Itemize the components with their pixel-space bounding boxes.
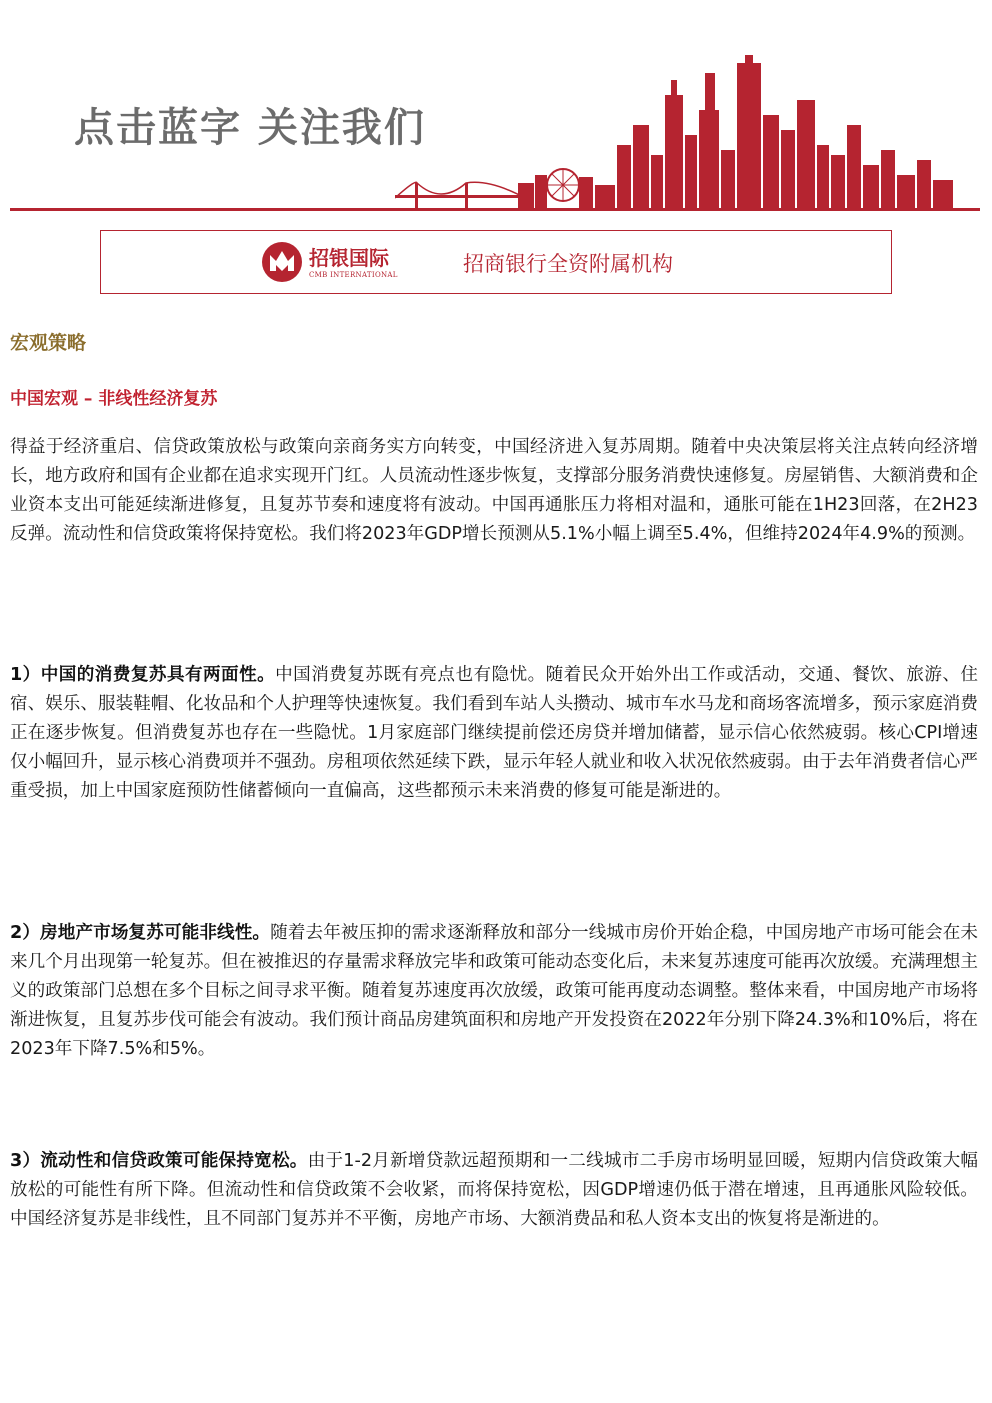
logo-chinese-name: 招银国际	[309, 246, 389, 270]
header-divider	[10, 208, 980, 211]
paragraph-lead: 3）流动性和信贷政策可能保持宽松。	[10, 1151, 308, 1171]
paragraph-text: 由于1-2月新增贷款远超预期和一二线城市二手房市场明显回暖，短期内信贷政策大幅放松的可能性有所下降。但流动性和信贷政策不会收紧，而将保持宽松，因GDP增速仍低于潜在增速，且再通胀风险较低。中国经济复苏是非线性，且不同部门复苏并不平衡，房地产市场、大额消费品和私人资本支出的恢复将是渐进的。	[10, 1151, 978, 1229]
banner-tagline: 招商银行全资附属机构	[463, 252, 673, 276]
consumption-paragraph	[10, 661, 978, 806]
paragraph-text: 得益于经济重启、信贷政策放松与政策向亲商务实方向转变，中国经济进入复苏周期。随着中央决策层将关注点转向经济增长，地方政府和国有企业都在追求实现开门红。人员流动性逐步恢复，支撑部分服务消费快速修复。房屋销售、大额消费和企业资本支出可能延续渐进修复，且复苏节奏和速度将有波动。中国再通胀压力将相对温和，通胀可能在1H23回落，在2H23反弹。流动性和信贷政策将保持宽松。我们将2023年GDP增长预测从5.1%小幅上调至5.4%，但维持2024年4.9%的预测。	[10, 437, 978, 544]
logo-english-name: CMB INTERNATIONAL	[309, 271, 398, 279]
follow-us-slogan[interactable]: 点击蓝字 关注我们	[74, 105, 426, 151]
paragraph-text: 随着去年被压抑的需求逐渐释放和部分一线城市房价开始企稳，中国房地产市场可能会在未来几个月出现第一轮复苏。但在被推迟的存量需求释放完毕和政策可能动态变化后，未来复苏速度可能再次放缓。充满理想主义的政策部门总想在多个目标之间寻求平衡。随着复苏速度再次放缓，政策可能再度动态调整。整体来看，中国房地产市场将渐进恢复，且复苏步伐可能会有波动。我们预计商品房建筑面积和房地产开发投资在2022年分别下降24.3%和10%后，将在2023年下降7.5%和5%。	[10, 923, 978, 1059]
section-title: 宏观策略	[10, 332, 87, 354]
property-paragraph	[10, 919, 978, 1064]
article-title: 中国宏观 – 非线性经济复苏	[10, 389, 218, 409]
liquidity-paragraph	[10, 1147, 978, 1234]
cmbi-logo-icon	[261, 241, 303, 283]
page-header	[0, 0, 992, 215]
paragraph-text: 中国消费复苏既有亮点也有隐忧。随着民众开始外出工作或活动，交通、餐饮、旅游、住宿、娱乐、服装鞋帽、化妆品和个人护理等快速恢复。我们看到车站人头攒动、城市车水马龙和商场客流增多，预示家庭消费正在逐步恢复。但消费复苏也存在一些隐忧。1月家庭部门继续提前偿还房贷并增加储蓄，显示信心依然疲弱。核心CPI增速仅小幅回升，显示核心消费项并不强劲。房租项依然延续下跌，显示年轻人就业和收入状况依然疲弱。由于去年消费者信心严重受损，加上中国家庭预防性储蓄倾向一直偏高，这些都预示未来消费的修复可能是渐进的。	[10, 665, 978, 801]
intro-paragraph	[10, 433, 978, 549]
paragraph-lead: 1）中国的消费复苏具有两面性。	[10, 665, 276, 685]
city-skyline-illustration	[395, 55, 980, 210]
paragraph-lead: 2）房地产市场复苏可能非线性。	[10, 923, 271, 943]
cmbi-banner[interactable]	[100, 230, 892, 294]
